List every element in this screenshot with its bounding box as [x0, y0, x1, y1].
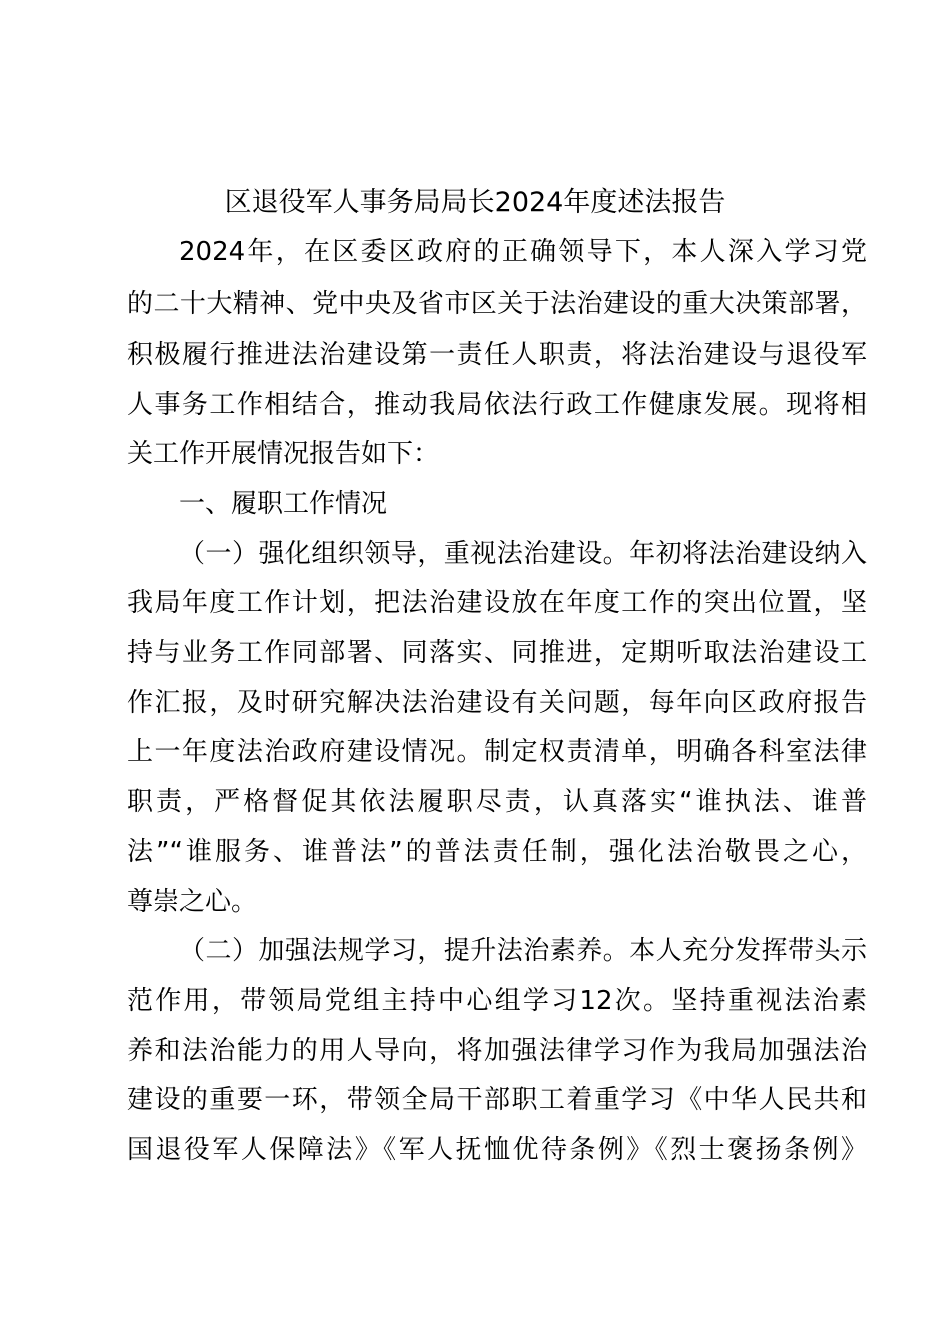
paragraph-line: 养和法治能力的用人导向，将加强法律学习作为我局加强法治 — [127, 1036, 867, 1066]
paragraph-line: 范作用，带领局党组主持中心组学习12次。坚持重视法治素 — [127, 986, 867, 1016]
paragraph-line: 人事务工作相结合，推动我局依法行政工作健康发展。现将相 — [127, 390, 867, 420]
paragraph-line: 职责，严格督促其依法履职尽责，认真落实“谁执法、谁普 — [127, 787, 867, 817]
paragraph-line: 持与业务工作同部署、同落实、同推进，定期听取法治建设工 — [127, 638, 867, 668]
paragraph-line: 国退役军人保障法》《军人抚恤优待条例》《烈士褒扬条例》 — [127, 1135, 867, 1165]
paragraph-line: 尊崇之心。 — [127, 887, 258, 917]
paragraph-line: （一）强化组织领导，重视法治建设。年初将法治建设纳入 — [179, 539, 867, 569]
section-heading: 一、履职工作情况 — [179, 489, 388, 519]
paragraph-line: 法”“谁服务、谁普法”的普法责任制，强化法治敬畏之心， — [127, 837, 867, 867]
paragraph-line: 建设的重要一环，带领全局干部职工着重学习《中华人民共和 — [127, 1085, 867, 1115]
paragraph-line: 作汇报，及时研究解决法治建设有关问题，每年向区政府报告 — [127, 688, 867, 718]
paragraph-line: 积极履行推进法治建设第一责任人职责，将法治建设与退役军 — [127, 340, 867, 370]
paragraph-line: （二）加强法规学习，提升法治素养。本人充分发挥带头示 — [179, 936, 867, 966]
paragraph-line: 的二十大精神、党中央及省市区关于法治建设的重大决策部署， — [127, 289, 867, 319]
paragraph-line: 上一年度法治政府建设情况。制定权责清单，明确各科室法律 — [127, 737, 867, 767]
document-title: 区退役军人事务局局长2024年度述法报告 — [224, 187, 726, 218]
paragraph-line: 关工作开展情况报告如下： — [127, 439, 440, 469]
paragraph-line: 2024年，在区委区政府的正确领导下，本人深入学习党 — [179, 237, 867, 267]
paragraph-line: 我局年度工作计划，把法治建设放在年度工作的突出位置，坚 — [127, 588, 867, 618]
